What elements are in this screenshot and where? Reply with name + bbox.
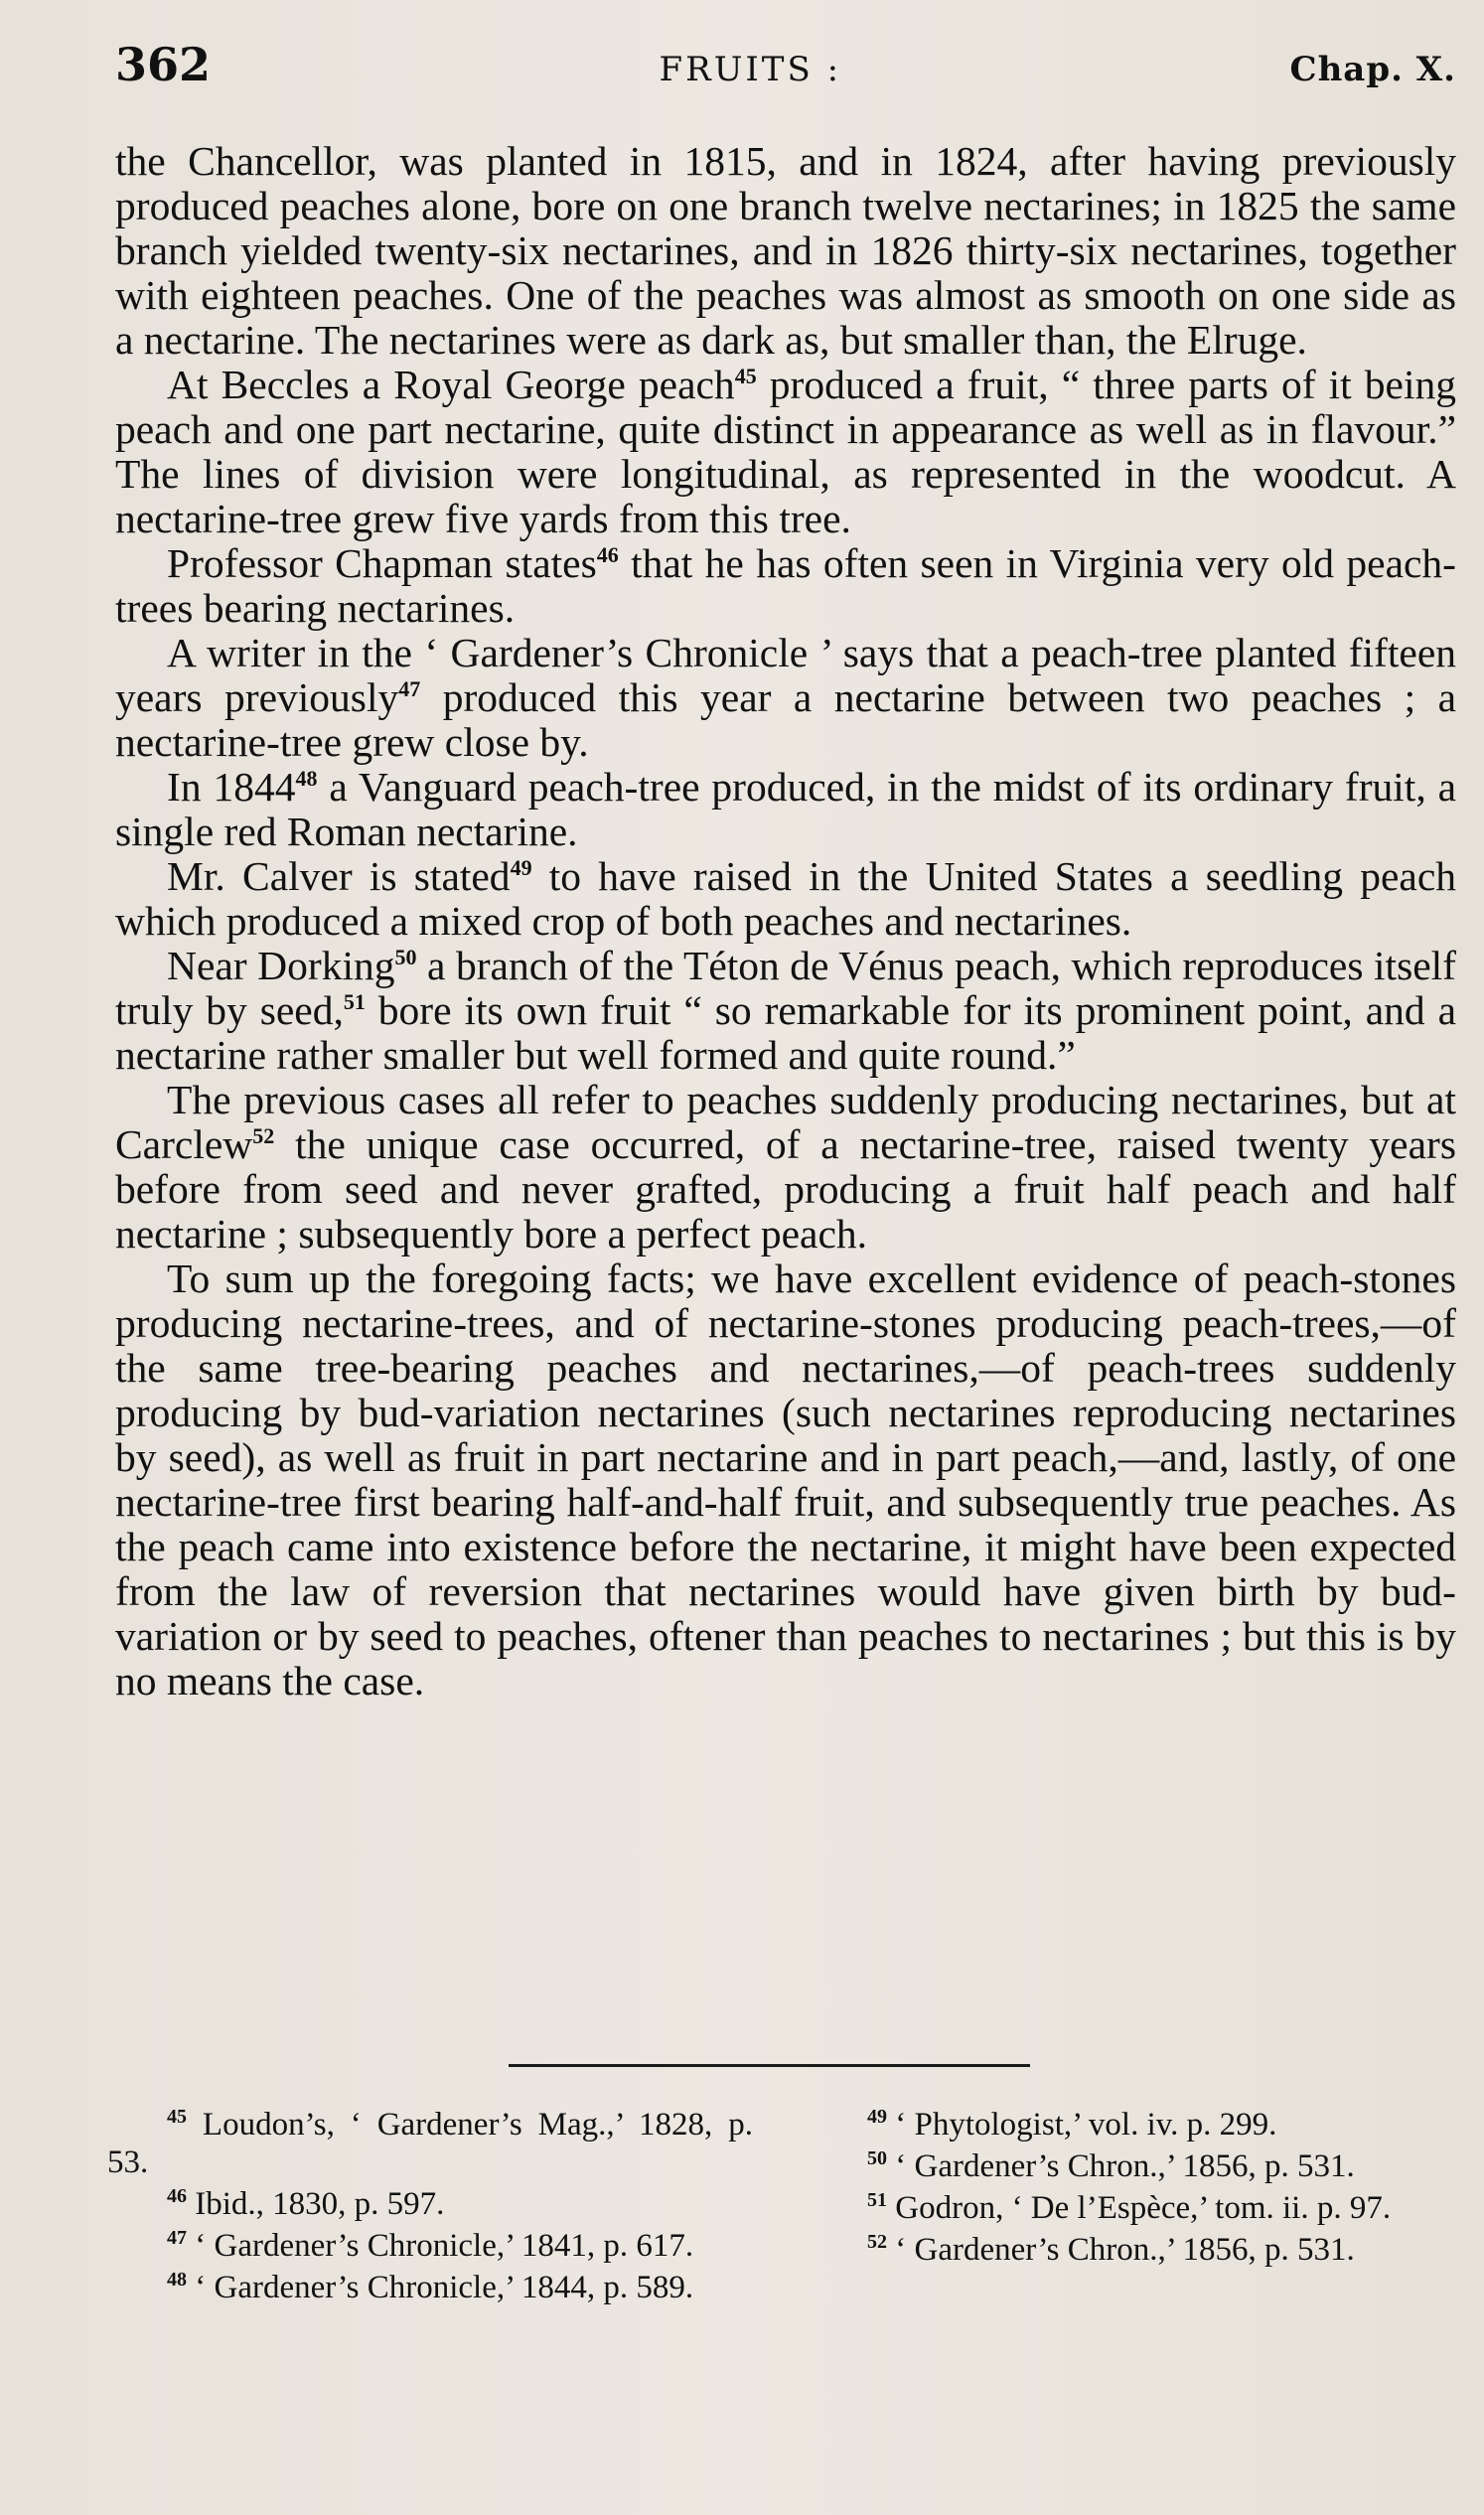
- footnote-ref: 45: [734, 364, 757, 389]
- footnote: $^{50}$ ‘ Gardener’s Chron.,’ 1856, p. 531.: [867, 2147, 1355, 2184]
- paragraph: the Chancellor, was planted in 1815, and in 1824, after having previously produced peaches alone, bore on one branch twelve nectarines; in 1825 the same branch yielded twenty-six nectarines, and in 1826 thirty-six nectarines, together with eighteen peaches. One of the peaches was almost as smooth on one side as a nectarine. The nectarines were as dark as, but smaller than, the Elruge.: [115, 138, 1456, 363]
- footnote: $^{48}$ ‘ Gardener’s Chronicle,’ 1844, p. 589.: [167, 2269, 694, 2305]
- footnote: $^{45}$ Loudon’s, ‘ Gardener’s Mag.,’ 1828, p. 53.: [107, 2106, 753, 2180]
- paragraph: In 1844$^{48}$ a Vanguard peach-tree produced, in the midst of its ordinary fruit, a single red Roman nectarine.: [115, 764, 1456, 854]
- paragraph: To sum up the foregoing facts; we have excellent evidence of peach-stones producing nectarine-trees, and of nectarine-stones producing peach-trees,—of the same tree-bearing peaches and nectarines,—of peach-trees suddenly producing by bud-variation nectarines (such nectarines reproducing nectarines by seed), as well as fruit in part nectarine and in part peach,—and, lastly, of one nectarine-tree first bearing half-and-half fruit, and subsequently true peaches. As the peach came into existence before the nectarine, it might have been expected from the law of reversion that nectarines would have given birth by bud-variation or by seed to peaches, oftener than peaches to nectarines ; but this is by no means the case.: [115, 1256, 1456, 1703]
- footnotes: [107, 2106, 1458, 2310]
- footnote: $^{47}$ ‘ Gardener’s Chronicle,’ 1841, p. 617.: [167, 2227, 694, 2264]
- footnote-ref: 46: [596, 542, 619, 568]
- page-number: 362: [115, 38, 212, 91]
- paragraph: The previous cases all refer to peaches suddenly producing nectarines, but at Carclew$^{52}$ the unique case occurred, of a nectarine-tree, raised twenty years before from seed and never grafted, producing a fruit half peach and half nectarine ; subsequently bore a perfect peach.: [115, 1077, 1456, 1257]
- paragraph: Near Dorking$^{50}$ a branch of the Téton de Vénus peach, which reproduces itself truly by seed,$^{51}$ bore its own fruit “ so remarkable for its prominent point, and a nectarine rather smaller but well formed and quite round.”: [115, 943, 1456, 1078]
- footnote-divider: [509, 2064, 1030, 2067]
- footnote: $^{52}$ ‘ Gardener’s Chron.,’ 1856, p. 531.: [867, 2231, 1355, 2268]
- footnote: $^{46}$ Ibid., 1830, p. 597.: [167, 2185, 445, 2222]
- footnotes-left-column: [107, 2106, 753, 2310]
- footnote: $^{51}$ Godron, ‘ De l’Espèce,’ tom. ii. p. 97.: [867, 2189, 1392, 2226]
- footnote-ref: 52: [252, 1123, 275, 1149]
- footnote-ref: 50: [394, 945, 417, 970]
- paragraph: A writer in the ‘ Gardener’s Chronicle ’ says that a peach-tree planted fifteen years previously$^{47}$ produced this year a nectarine between two peaches ; a nectarine-tree grew close by.: [115, 630, 1456, 765]
- running-head: FRUITS :: [659, 50, 842, 89]
- footnote-ref: 47: [398, 676, 421, 702]
- footnote: $^{49}$ ‘ Phytologist,’ vol. iv. p. 299.: [867, 2106, 1277, 2143]
- paragraph: Professor Chapman states$^{46}$ that he has often seen in Virginia very old peach-trees bearing nectarines.: [115, 540, 1456, 631]
- footnote-ref: 48: [295, 766, 318, 792]
- paragraph: At Beccles a Royal George peach$^{45}$ produced a fruit, “ three parts of it being peach and one part nectarine, quite distinct in appearance as well as in flavour.” The lines of division were longitudinal, as represented in the woodcut. A nectarine-tree grew five yards from this tree.: [115, 362, 1457, 541]
- paragraph: Mr. Calver is stated$^{49}$ to have raised in the United States a seedling peach which produced a mixed crop of both peaches and nectarines.: [115, 853, 1456, 944]
- page-header: [115, 38, 1456, 97]
- main-text: [115, 139, 1456, 1703]
- chapter-label: Chap. X.: [1289, 50, 1456, 89]
- footnote-ref: 49: [510, 855, 532, 881]
- footnotes-right-column: [808, 2106, 1458, 2310]
- footnote-ref: 51: [343, 989, 366, 1015]
